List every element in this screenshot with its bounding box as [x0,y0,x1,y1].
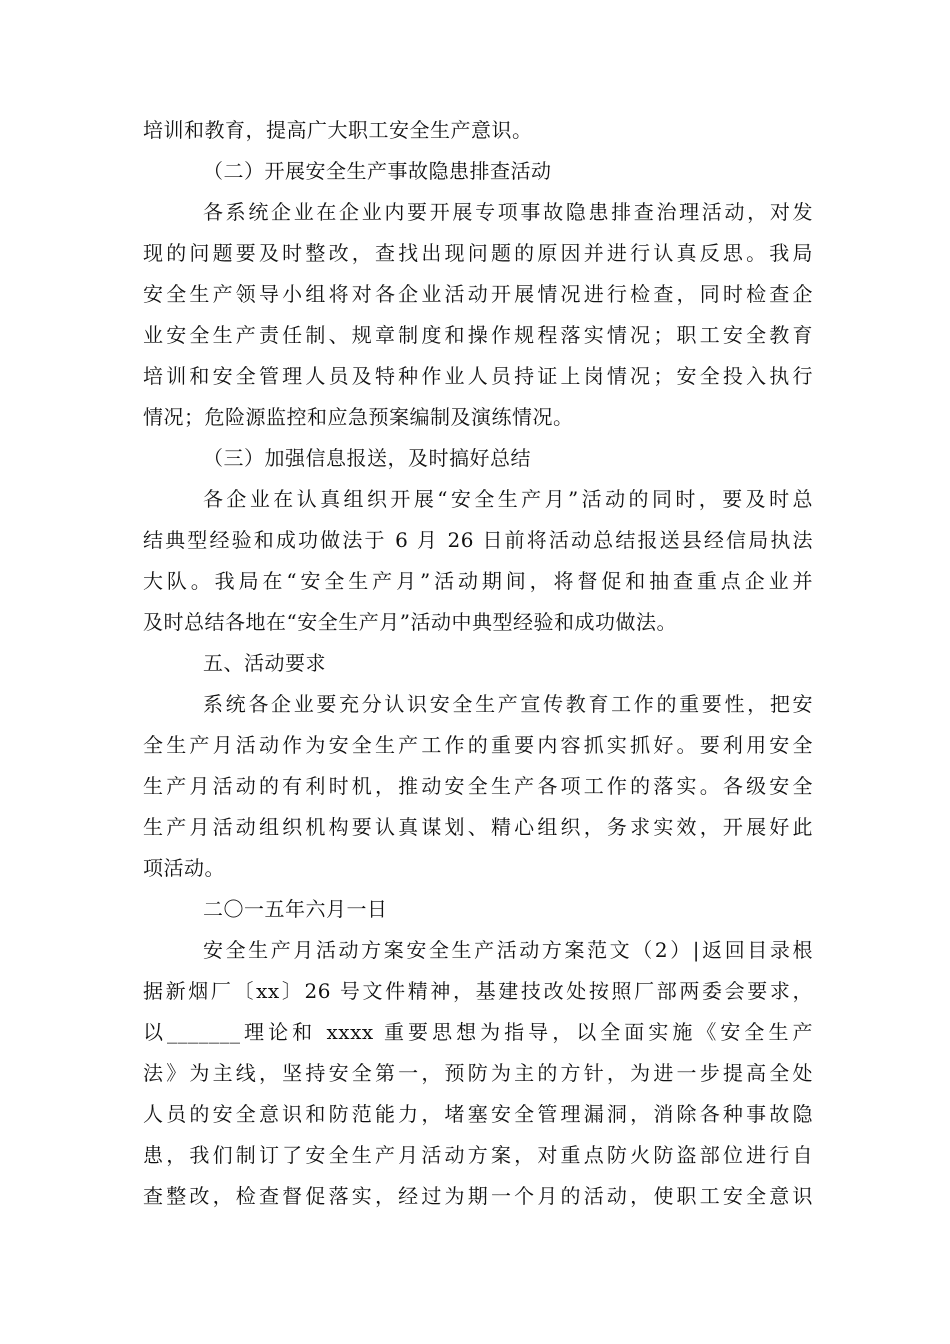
paragraph-line: 大队。我局在“安全生产月”活动期间，将督促和抽查重点企业并 [143,569,813,593]
paragraph-line: 生产月活动的有利时机，推动安全生产各项工作的落实。各级安全 [143,774,813,798]
paragraph-line: 现的问题要及时整改，查找出现问题的原因并进行认真反思。我局 [143,241,813,265]
paragraph-line: 各企业在认真组织开展“安全生产月”活动的同时，要及时总 [203,487,813,511]
paragraph-line: 培训和安全管理人员及特种作业人员持证上岗情况；安全投入执行 [143,364,813,388]
paragraph-line: 人员的安全意识和防范能力，堵塞安全管理漏洞，消除各种事故隐 [143,1102,813,1126]
paragraph-line: 各系统企业在企业内要开展专项事故隐患排查治理活动，对发 [203,200,813,224]
paragraph-line: 法》为主线，坚持安全第一，预防为主的方针，为进一步提高全处 [143,1061,813,1085]
section-heading: （三）加强信息报送，及时搞好总结 [203,446,531,470]
paragraph-line: 据新烟厂〔xx〕26 号文件精神，基建技改处按照厂部两委会要求， [143,979,813,1003]
section-heading: （二）开展安全生产事故隐患排查活动 [203,159,552,183]
paragraph-line: 查整改，检查督促落实，经过为期一个月的活动，使职工安全意识 [143,1184,813,1208]
paragraph-line: 生产月活动组织机构要认真谋划、精心组织，务求实效，开展好此 [143,815,813,839]
date-line: 二〇一五年六月一日 [203,897,388,921]
paragraph-line: 系统各企业要充分认识安全生产宣传教育工作的重要性，把安 [203,692,813,716]
paragraph-line: 安全生产领导小组将对各企业活动开展情况进行检查，同时检查企 [143,282,813,306]
paragraph-line: 安全生产月活动方案安全生产活动方案范文（2）|返回目录根 [203,938,813,962]
paragraph-line: 培训和教育，提高广大职工安全生产意识。 [143,118,533,142]
paragraph-line: 以_______理论和 xxxx 重要思想为指导，以全面实施《安全生产 [143,1020,813,1044]
paragraph-line: 项活动。 [143,856,225,880]
paragraph-line: 结典型经验和成功做法于 6 月 26 日前将活动总结报送县经信局执法 [143,528,813,552]
section-heading: 五、活动要求 [203,651,326,675]
paragraph-line: 患，我们制订了安全生产月活动方案，对重点防火防盗部位进行自 [143,1143,813,1167]
paragraph-line: 全生产月活动作为安全生产工作的重要内容抓实抓好。要利用安全 [143,733,813,757]
paragraph-line: 及时总结各地在“安全生产月”活动中典型经验和成功做法。 [143,610,677,634]
paragraph-line: 业安全生产责任制、规章制度和操作规程落实情况；职工安全教育 [143,323,813,347]
paragraph-line: 情况；危险源监控和应急预案编制及演练情况。 [143,405,574,429]
